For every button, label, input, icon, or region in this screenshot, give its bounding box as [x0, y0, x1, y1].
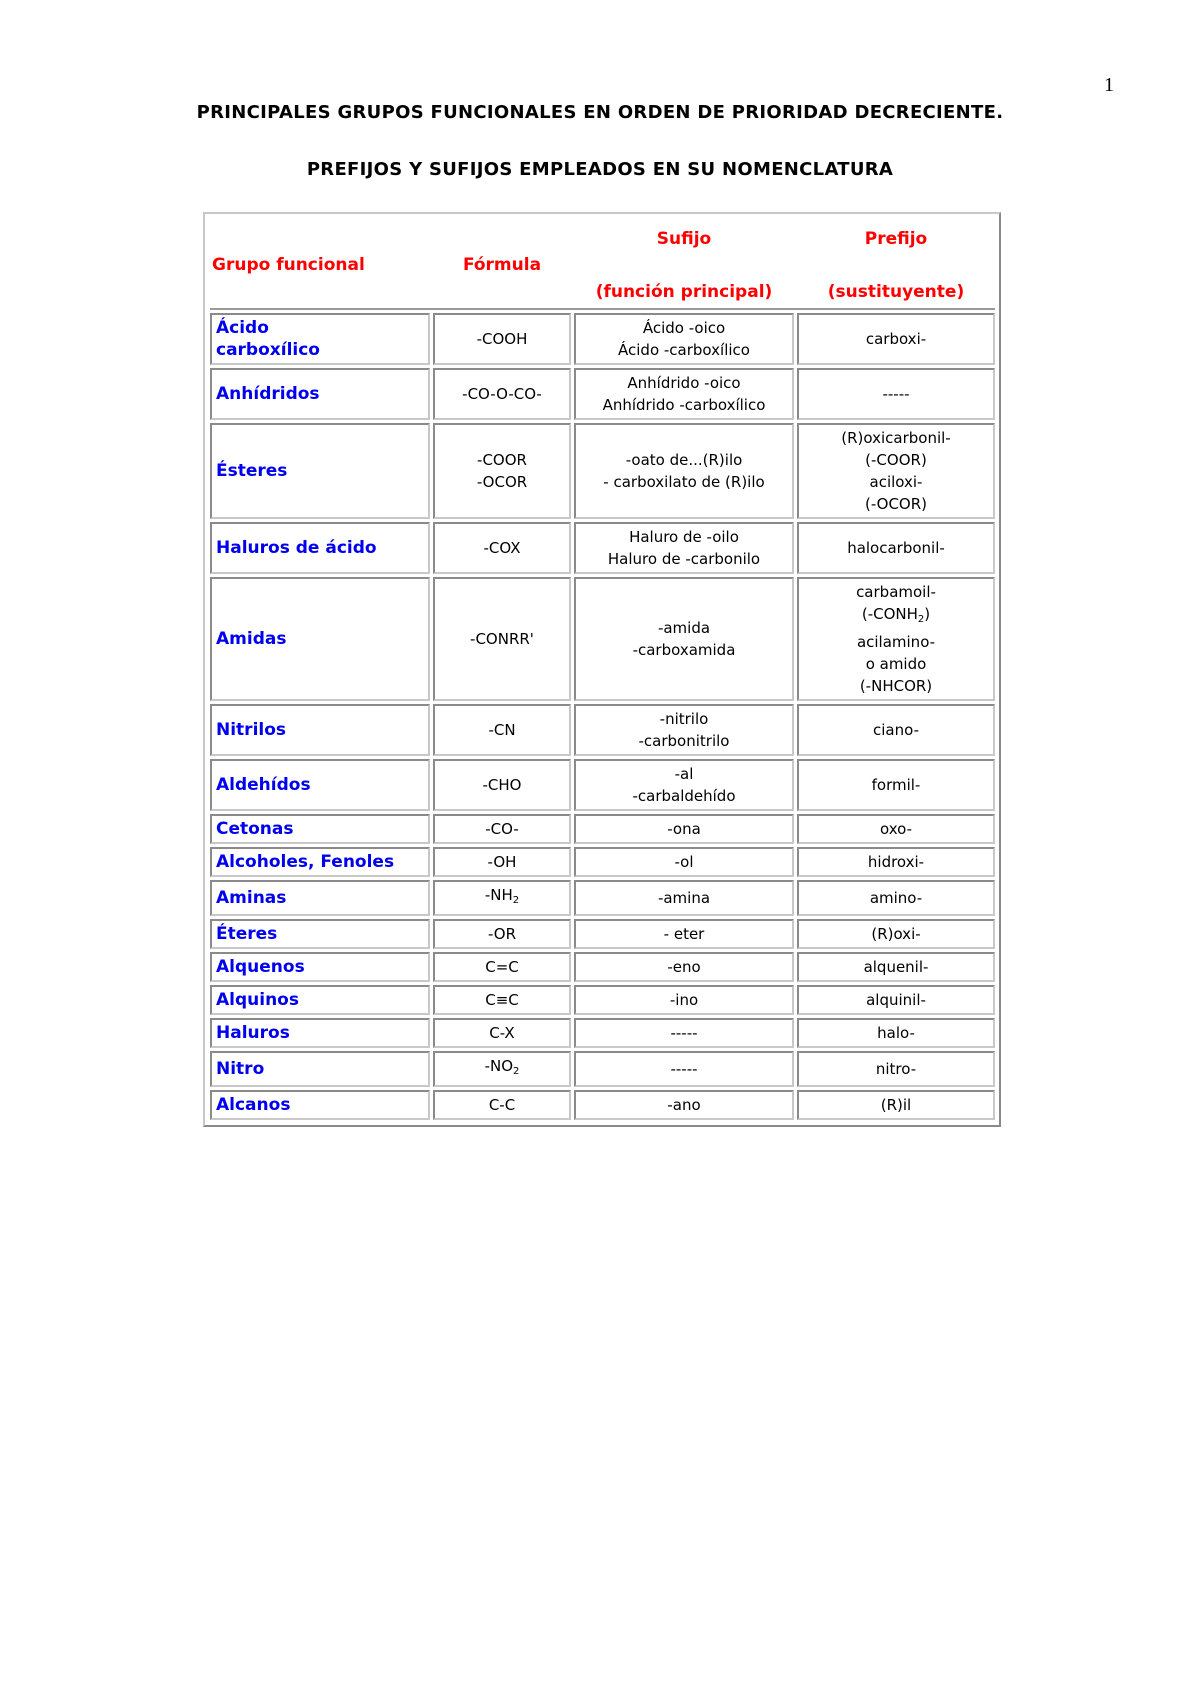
- suffix-cell-line: -al: [674, 765, 694, 783]
- group-name-cell-line: Nitro: [216, 1059, 265, 1079]
- suffix-cell-line: Haluro de -oilo: [629, 528, 739, 546]
- prefix-cell-line: (-OCOR): [864, 495, 928, 513]
- prefix-cell: [797, 522, 995, 574]
- functional-groups-table: [203, 212, 1001, 1127]
- prefix-cell: [797, 847, 995, 877]
- formula-cell: [433, 423, 571, 519]
- prefix-cell: [797, 985, 995, 1015]
- group-name-cell-line: Anhídridos: [216, 384, 320, 404]
- formula-cell-line: -CO-: [485, 820, 519, 838]
- formula-cell-line: -OCOR: [476, 473, 528, 491]
- formula-cell-line: C-X: [489, 1024, 515, 1042]
- prefix-cell-line: amino-: [869, 889, 923, 907]
- prefix-cell: [797, 1051, 995, 1087]
- formula-cell-line: -COX: [483, 539, 521, 557]
- suffix-cell-line: -ona: [667, 820, 701, 838]
- prefix-cell-line: halocarbonil-: [847, 539, 945, 557]
- suffix-cell: [574, 368, 794, 420]
- formula-cell-line: C=C: [485, 958, 519, 976]
- prefix-cell: [797, 880, 995, 916]
- header-group-label: Grupo funcional: [212, 255, 365, 275]
- group-name-cell: [210, 1090, 430, 1120]
- prefix-cell: [797, 759, 995, 811]
- formula-subscript: 2: [512, 895, 520, 906]
- header-formula: [433, 219, 571, 305]
- header-separator: [210, 308, 995, 310]
- table-row: [210, 368, 995, 420]
- formula-cell: [433, 814, 571, 844]
- table-row: [210, 759, 995, 811]
- prefix-cell-line: carbamoil-: [856, 583, 936, 601]
- suffix-cell-line: -ino: [669, 991, 699, 1009]
- header-formula-label: Fórmula: [462, 255, 542, 275]
- prefix-cell: [797, 313, 995, 365]
- formula-cell: [433, 952, 571, 982]
- header-prefix-note: (sustituyente): [827, 282, 965, 302]
- prefix-cell: [797, 577, 995, 701]
- prefix-cell-line: ciano-: [873, 721, 919, 739]
- prefix-cell-line: alquenil-: [863, 958, 929, 976]
- suffix-cell: [574, 577, 794, 701]
- prefix-cell-line: $(-CONH_2)$: [861, 605, 931, 625]
- group-name-cell: [210, 423, 430, 519]
- table-row: [210, 577, 995, 701]
- group-name-cell-line: Alquenos: [216, 957, 305, 977]
- suffix-cell: [574, 423, 794, 519]
- prefix-cell: [797, 814, 995, 844]
- prefix-cell-line: (R)oxi-: [871, 925, 921, 943]
- table-body: [210, 313, 995, 1120]
- group-name-cell-line: Alquinos: [216, 990, 299, 1010]
- table-row: [210, 704, 995, 756]
- table-row: [210, 985, 995, 1015]
- group-name-cell-line: Haluros: [216, 1023, 290, 1043]
- suffix-cell: [574, 985, 794, 1015]
- prefix-cell-line: halo-: [877, 1024, 915, 1042]
- group-name-cell-line: Aminas: [216, 888, 287, 908]
- formula-cell: [433, 919, 571, 949]
- group-name-cell-line: Amidas: [216, 629, 287, 649]
- table-row: [210, 814, 995, 844]
- prefix-cell-line: hidroxi-: [867, 853, 925, 871]
- suffix-cell: [574, 847, 794, 877]
- formula-cell-line: -CHO: [482, 776, 522, 794]
- prefix-cell-line: o amido: [865, 655, 927, 673]
- formula-cell-line: $-NH_2$: [484, 886, 520, 906]
- prefix-cell: [797, 919, 995, 949]
- table-row: [210, 1051, 995, 1087]
- prefix-cell-line: nitro-: [875, 1060, 917, 1078]
- prefix-cell: [797, 1018, 995, 1048]
- group-name-cell: [210, 1051, 430, 1087]
- suffix-cell-line: -carbonitrilo: [638, 732, 730, 750]
- table-row: [210, 1018, 995, 1048]
- prefix-cell-line: formil-: [871, 776, 921, 794]
- formula-cell: [433, 313, 571, 365]
- suffix-cell: [574, 952, 794, 982]
- header-group: [210, 219, 430, 305]
- group-name-cell-line: Alcanos: [216, 1095, 291, 1115]
- header-suffix-note: (función principal): [595, 282, 773, 302]
- group-name-cell: [210, 847, 430, 877]
- suffix-cell-line: -nitrilo: [659, 710, 709, 728]
- formula-cell-line: -CN: [488, 721, 516, 739]
- formula-cell-line: $-NO_2$: [484, 1057, 520, 1077]
- formula-cell: [433, 1090, 571, 1120]
- formula-cell-line: C≡C: [485, 991, 519, 1009]
- prefix-cell-line: (-NHCOR): [859, 677, 933, 695]
- suffix-cell-line: Anhídrido -carboxílico: [602, 396, 766, 414]
- suffix-cell-line: Anhídrido -oico: [627, 374, 741, 392]
- group-name-cell: [210, 952, 430, 982]
- suffix-cell: [574, 919, 794, 949]
- suffix-cell: [574, 313, 794, 365]
- formula-cell: [433, 759, 571, 811]
- table-row: [210, 847, 995, 877]
- formula-cell: [433, 1018, 571, 1048]
- group-name-cell-line: Ésteres: [216, 461, 288, 481]
- suffix-cell-line: - carboxilato de (R)ilo: [603, 473, 765, 491]
- suffix-cell-line: -carbaldehído: [632, 787, 736, 805]
- prefix-cell-line: (R)oxicarbonil-: [841, 429, 951, 447]
- suffix-cell: [574, 1018, 794, 1048]
- table-row: [210, 1090, 995, 1120]
- group-name-cell: [210, 919, 430, 949]
- group-name-cell-line: Aldehídos: [216, 775, 311, 795]
- suffix-cell-line: -oato de...(R)ilo: [625, 451, 743, 469]
- prefix-cell-line: acilamino-: [856, 633, 936, 651]
- prefix-cell-line: alquinil-: [866, 991, 926, 1009]
- formula-cell: [433, 577, 571, 701]
- group-name-cell: [210, 313, 430, 365]
- formula-cell-line: -CONRR': [470, 630, 534, 648]
- group-name-cell-line: Éteres: [216, 924, 278, 944]
- formula-cell-line: -CO-O-CO-: [462, 385, 542, 403]
- header-suffix: [574, 219, 794, 305]
- group-name-cell: [210, 704, 430, 756]
- table-row: [210, 313, 995, 365]
- suffix-cell-line: -amina: [657, 889, 711, 907]
- table-row: [210, 880, 995, 916]
- suffix-cell-line: Ácido -oico: [642, 319, 726, 337]
- formula-cell-line: -OR: [487, 925, 517, 943]
- suffix-cell: [574, 814, 794, 844]
- group-name-cell-line: Alcoholes, Fenoles: [216, 852, 395, 872]
- formula-cell: [433, 880, 571, 916]
- prefix-cell-line: (-COOR): [865, 451, 927, 469]
- suffix-cell-line: -ol: [674, 853, 694, 871]
- page-number: 1: [1104, 74, 1114, 96]
- table-row: [210, 952, 995, 982]
- subtitle: PREFIJOS Y SUFIJOS EMPLEADOS EN SU NOMENCLATURA: [306, 159, 894, 180]
- suffix-cell: [574, 704, 794, 756]
- table-header-row: [210, 219, 995, 305]
- prefix-cell-line: oxo-: [880, 820, 912, 838]
- formula-subscript: 2: [513, 1066, 520, 1077]
- formula-cell: [433, 704, 571, 756]
- suffix-cell: [574, 880, 794, 916]
- formula-cell: [433, 985, 571, 1015]
- suffix-cell-line: -----: [670, 1060, 698, 1078]
- suffix-cell-line: -----: [670, 1024, 698, 1042]
- header-prefix: [797, 219, 995, 305]
- prefix-cell: [797, 704, 995, 756]
- suffix-cell: [574, 759, 794, 811]
- group-name-cell: [210, 522, 430, 574]
- suffix-cell: [574, 1090, 794, 1120]
- table-row: [210, 423, 995, 519]
- prefix-cell: [797, 423, 995, 519]
- suffix-cell: [574, 522, 794, 574]
- formula-cell: [433, 1051, 571, 1087]
- group-name-cell: [210, 880, 430, 916]
- group-name-cell-line: Haluros de ácido: [216, 538, 377, 558]
- prefix-cell-line: carboxi-: [865, 330, 927, 348]
- prefix-close-paren: ): [924, 605, 931, 623]
- formula-cell: [433, 847, 571, 877]
- prefix-subscript: 2: [917, 614, 925, 625]
- prefix-cell-line: -----: [882, 385, 910, 403]
- prefix-cell: [797, 952, 995, 982]
- formula-cell: [433, 368, 571, 420]
- suffix-cell-line: -carboxamida: [632, 641, 736, 659]
- formula-cell-line: -COOH: [476, 330, 528, 348]
- group-name-cell: [210, 985, 430, 1015]
- prefix-cell-line: (R)il: [880, 1096, 912, 1114]
- formula-cell-line: -OH: [487, 853, 517, 871]
- suffix-cell-line: -eno: [667, 958, 701, 976]
- group-name-cell-line: Nitrilos: [216, 720, 287, 740]
- header-suffix-label: Sufijo: [656, 229, 712, 249]
- group-name-cell-line: Cetonas: [216, 819, 294, 839]
- header-prefix-label: Prefijo: [864, 229, 928, 249]
- formula-cell: [433, 522, 571, 574]
- formula-cell-line: C-C: [488, 1096, 516, 1114]
- group-name-cell: [210, 368, 430, 420]
- table-row: [210, 919, 995, 949]
- group-name-cell: [210, 759, 430, 811]
- prefix-cell-line: aciloxi-: [869, 473, 923, 491]
- group-name-cell-line: carboxílico: [216, 340, 320, 360]
- main-title: PRINCIPALES GRUPOS FUNCIONALES EN ORDEN DE PRIORIDAD DECRECIENTE.: [196, 102, 1004, 123]
- group-name-cell: [210, 814, 430, 844]
- group-name-cell: [210, 577, 430, 701]
- group-name-cell-line: Ácido: [216, 318, 269, 338]
- suffix-cell-line: Ácido -carboxílico: [618, 341, 750, 359]
- suffix-cell-line: -amida: [657, 619, 711, 637]
- suffix-cell-line: Haluro de -carbonilo: [607, 550, 761, 568]
- suffix-cell-line: -ano: [667, 1096, 701, 1114]
- table-row: [210, 522, 995, 574]
- formula-cell-line: -COOR: [477, 451, 527, 469]
- prefix-cell: [797, 1090, 995, 1120]
- suffix-cell: [574, 1051, 794, 1087]
- group-name-cell: [210, 1018, 430, 1048]
- suffix-cell-line: - eter: [663, 925, 705, 943]
- prefix-cell: [797, 368, 995, 420]
